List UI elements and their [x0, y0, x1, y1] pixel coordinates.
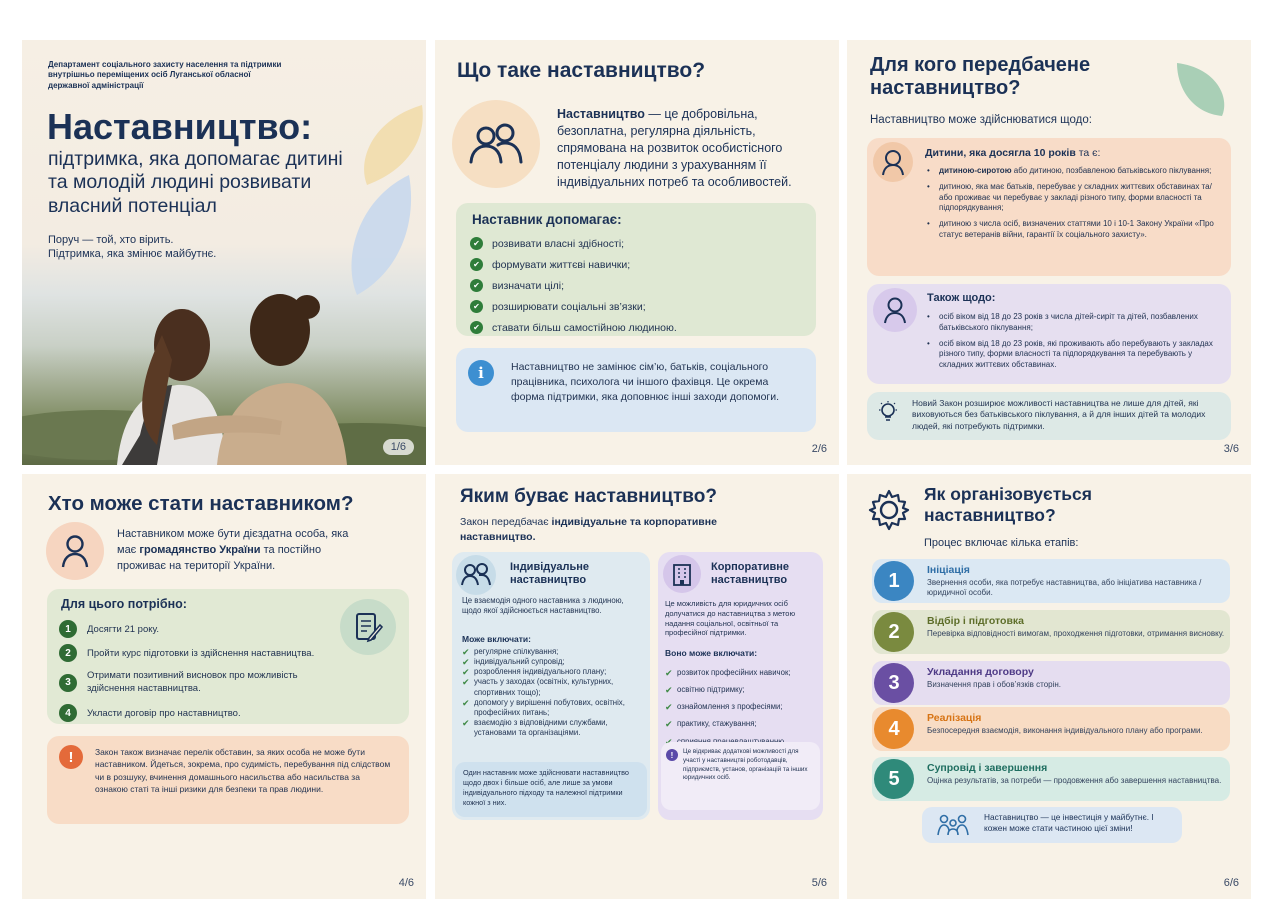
also-card: [867, 284, 1231, 384]
step-card: [872, 707, 1230, 751]
corporate-card: [658, 552, 823, 820]
list-item: ✔ індивідуальний супровід;: [462, 657, 642, 667]
alert-icon: !: [666, 749, 678, 761]
document-edit-icon: [340, 599, 396, 655]
page-title: Наставництво:: [47, 106, 313, 147]
slide-4: [22, 474, 426, 899]
list-item: ✔ визначати цілі;: [470, 275, 677, 296]
slide-title: Для кого передбачене наставництво?: [870, 54, 1091, 99]
individual-desc: Це взаємодія одного наставника з людиною, щодо якої здійснюється наставництво.: [462, 596, 624, 616]
list-item: ✔ участь у заходах (освітніх, культурних, спортивних тощо);: [462, 677, 642, 697]
page-number: 4/6: [398, 877, 414, 889]
note-card: [456, 348, 816, 432]
helps-title: Наставник допомагає:: [472, 212, 622, 227]
warning-icon: !: [59, 745, 83, 769]
note-text: Наставництво не замінює сім’ю, батьків, соціального працівника, психолога чи іншого фахівця. Це окрема форма підтримки, яка доповнює інші заходи допомоги.: [511, 361, 780, 404]
step-desc: Перевірка відповідності вимогам, проходження підготовки, отримання висновку.: [927, 629, 1225, 638]
list-item: ✔ ставати більш самостійною людиною.: [470, 317, 677, 338]
list-item: • осіб віком від 18 до 23 років, які проживають або перебувають у закладах різного типу, форми власності та підпорядкування та перебувають у складних життєвих обставинах.: [927, 339, 1222, 371]
step-number: 3: [874, 663, 914, 703]
page-subtitle: підтримка, яка допомагає дитині та молодій людині розвивати власний потенціал: [48, 148, 343, 217]
step-title: Супровід і завершення: [927, 762, 1048, 774]
child-card-title: Дитини, яка досягла 10 років та є:: [925, 147, 1101, 159]
step-title: Відбір і підготовка: [927, 615, 1025, 627]
footer-card: [922, 807, 1182, 843]
step-title: Укладання договору: [927, 666, 1034, 678]
step-card: [872, 757, 1230, 801]
slide-title: Яким буває наставництво?: [460, 486, 717, 507]
lightbulb-icon: [877, 400, 899, 424]
list-item: ✔ розширювати соціальні зв’язки;: [470, 296, 677, 317]
family-icon: [936, 813, 970, 837]
step-desc: Визначення прав і обов’язків сторін.: [927, 680, 1062, 689]
child-icon: [873, 142, 913, 182]
list-item: • дитиною з числа осіб, визначених статтями 10 і 10-1 Закону України «Про статус ветеранів війни, гарантії їх соціального захисту».: [927, 219, 1217, 241]
slide-intro: Закон передбачає індивідуальне та корпоративне наставництво.: [460, 516, 717, 543]
person-icon: [873, 288, 917, 332]
list-item: ✔ взаємодію з відповідними службами, установами та організаціями.: [462, 718, 642, 738]
tagline-2: Підтримка, яка змінює майбутнє.: [48, 248, 217, 260]
warning-card: [47, 736, 409, 824]
individual-title: Індивідуальне наставництво: [510, 561, 589, 587]
definition-text: Наставництво — це добровільна, безоплатна, регулярна діяльність, спрямована на розвиток особистісного потенціалу людини з урахуванням її індивідуальних потреб та особливостей.: [557, 107, 792, 189]
step-card: [872, 661, 1230, 705]
list-item: 4 Укласти договір про наставництво.: [59, 701, 339, 725]
corporate-title: Корпоративне наставництво: [711, 561, 790, 587]
step-number: 2: [874, 612, 914, 652]
list-item: 2 Пройти курс підготовки із здійснення наставництва.: [59, 641, 339, 665]
step-desc: Оцінка результатів, за потреби — продовження або завершення наставництва.: [927, 776, 1222, 785]
slide-intro: Наставництво може здійснюватися щодо:: [870, 114, 1092, 126]
slide-5: [435, 474, 839, 899]
step-card: [872, 559, 1230, 603]
slide-2: [435, 40, 839, 465]
list-item: • осіб віком від 18 до 23 років з числа дітей-сиріт та дітей, позбавлених батьківського піклування;: [927, 312, 1222, 334]
slide-title: Хто може стати наставником?: [48, 492, 354, 515]
step-number: 4: [874, 709, 914, 749]
list-item: • дитиною, яка має батьків, перебуває у складних життєвих обставинах та/або проживає чи перебуває у закладі різного типу, форми власності та підпорядкування;: [927, 182, 1217, 214]
list-item: ✔ розроблення індивідуального плану;: [462, 667, 642, 677]
list-item: • дитиною-сиротою або дитиною, позбавленою батьківського піклування;: [927, 166, 1217, 177]
step-title: Ініціація: [927, 564, 970, 576]
page-number: 2/6: [811, 443, 827, 455]
intro-text: Наставником може бути дієздатна особа, яка має громадянство України та постійно проживає на території України.: [117, 528, 349, 572]
individual-note: Один наставник може здійснювати наставництво щодо двох і більше осіб, але лише за умови індивідуального підходу та належної підтримки кожної з них.: [455, 762, 647, 817]
step-desc: Звернення особи, яка потребує наставництва, або ініціатива наставника / юридичної особи.: [927, 578, 1202, 598]
note-text: Новий Закон розширює можливості наставництва не лише для дітей, які виховуються без батьківського піклування, а й для інших дітей та молодих людей, які потребують підтримки.: [912, 398, 1206, 431]
tagline-1: Поруч — той, хто вірить.: [48, 234, 174, 246]
step-card: [872, 610, 1230, 654]
leaf-decoration-icon: [1172, 58, 1230, 120]
child-card: [867, 138, 1231, 276]
list-item: 1 Досягти 21 року.: [59, 617, 339, 641]
step-desc: Безпосередня взаємодія, виконання індивідуального плану або програми.: [927, 726, 1203, 735]
corporate-subtitle: Воно може включати:: [665, 648, 758, 658]
list-item: ✔ допомогу у вирішенні побутових, освітніх, професійних питань;: [462, 698, 642, 718]
list-item: ✔ ознайомлення з професіями;: [665, 698, 820, 715]
list-item: ✔ практику, стажування;: [665, 715, 820, 732]
slide-3: [847, 40, 1251, 465]
building-icon: [663, 555, 701, 593]
slide-title: Як організовується наставництво?: [924, 484, 1092, 525]
people-icon: [452, 100, 540, 188]
list-item: ✔ розвиток професійних навичок;: [665, 664, 820, 681]
list-item: ✔ розвивати власні здібності;: [470, 233, 677, 254]
corporate-note: ! Це відкриває додаткові можливості для участі у наставництві роботодавців, підприємств, установ, організацій та інших юридичних осіб.: [661, 742, 820, 810]
step-number: 1: [874, 561, 914, 601]
slide-1: [22, 40, 426, 465]
individual-card: [452, 552, 650, 820]
mentor-illustration-icon: [22, 235, 426, 465]
slide-6: [847, 474, 1251, 899]
info-icon: i: [468, 360, 494, 386]
gear-icon: [867, 488, 911, 532]
warning-text: Закон також визначає перелік обставин, за яких особа не може бути наставником. Йдеться, зокрема, про судимість, перебування під слідством чи в розшуку, вчинення домашнього насильства або насильства за ознакою статі та інші ризики для безпеки та прав людини.: [95, 747, 391, 794]
slide-title: Що таке наставництво?: [457, 59, 706, 82]
individual-subtitle: Може включати:: [462, 634, 531, 644]
note-card: [867, 392, 1231, 440]
list-item: ✔ регулярне спілкування;: [462, 647, 642, 657]
person-icon: [46, 522, 104, 580]
org-name: Департамент соціального захисту населення та підтримки внутрішньо переміщених осіб Луганської обласної державної адміністрації: [48, 60, 282, 90]
slide-intro: Процес включає кілька етапів:: [924, 537, 1079, 549]
page-number: 5/6: [811, 877, 827, 889]
page-number: 3/6: [1223, 443, 1239, 455]
page-number: 1/6: [383, 439, 414, 455]
list-item: ✔ формувати життєві навички;: [470, 254, 677, 275]
requirements-card: [47, 589, 409, 724]
step-number: 5: [874, 759, 914, 799]
footer-text: Наставництво — це інвестиція у майбутнє. І кожен може стати частиною цієї зміни!: [984, 812, 1154, 834]
page-number: 6/6: [1223, 877, 1239, 889]
list-item: 3 Отримати позитивний висновок про можливість здійснення наставництва.: [59, 665, 339, 701]
step-title: Реалізація: [927, 712, 982, 724]
also-card-title: Також щодо:: [927, 292, 996, 304]
list-item: ✔ освітню підтримку;: [665, 681, 820, 698]
people-icon: [456, 555, 496, 595]
helps-card: [456, 203, 816, 336]
corporate-desc: Це можливість для юридичних осіб долучатися до наставництва з метою надання соціальної, освітньої та професійної підтримки.: [665, 599, 796, 638]
requirements-title: Для цього потрібно:: [61, 597, 187, 611]
